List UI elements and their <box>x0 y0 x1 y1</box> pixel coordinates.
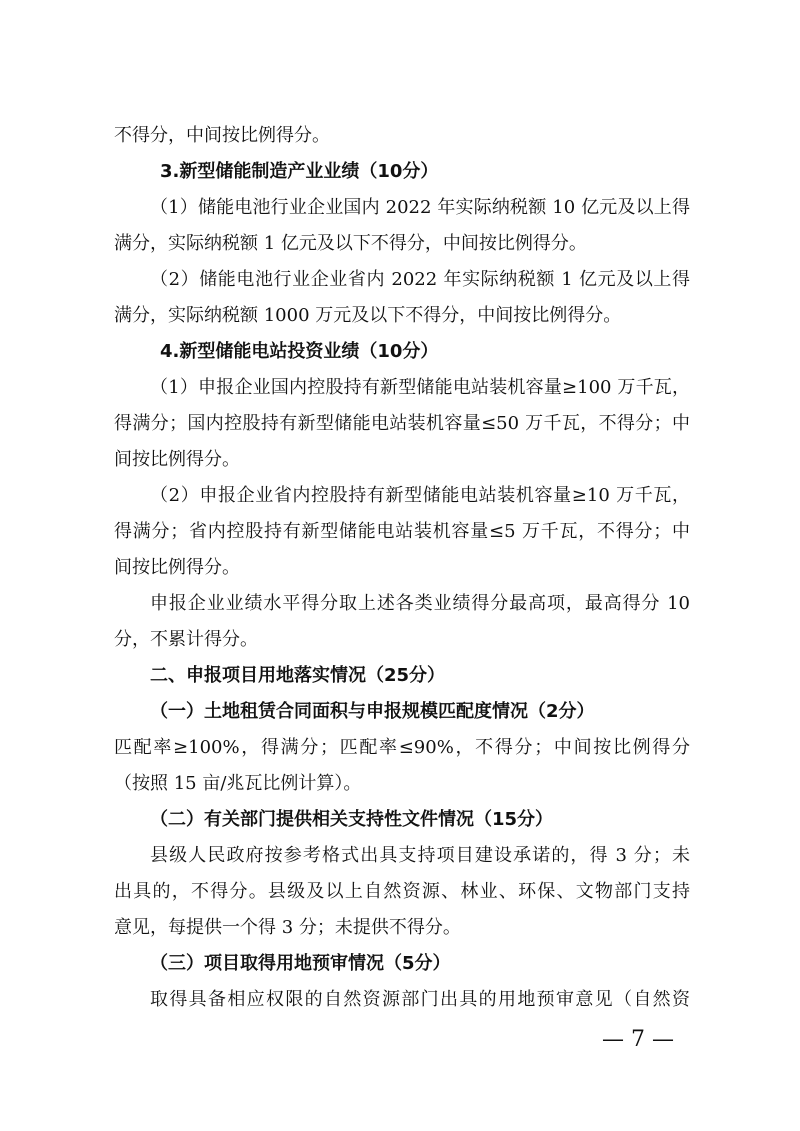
paragraph-line: 意见，每提供一个得 3 分；未提供不得分。 <box>114 917 461 938</box>
paragraph-line: 得满分；国内控股持有新型储能电站装机容量≤50 万千瓦，不得分；中 <box>114 413 690 434</box>
paragraph-line: （1）申报企业国内控股持有新型储能电站装机容量≥100 万千瓦， <box>150 377 690 398</box>
paragraph-line: 间按比例得分。 <box>114 449 240 470</box>
page-number: — 7 — <box>602 1027 674 1052</box>
paragraph-line: （1）储能电池行业企业国内 2022 年实际纳税额 10 亿元及以上得 <box>150 197 690 218</box>
section-heading: 3.新型储能制造产业业绩（10分） <box>160 161 439 182</box>
paragraph-line: 匹配率≥100%，得满分；匹配率≤90%，不得分；中间按比例得分 <box>114 737 690 758</box>
paragraph-line: 县级人民政府按参考格式出具支持项目建设承诺的，得 3 分；未 <box>150 845 690 866</box>
paragraph-line: 满分，实际纳税额 1 亿元及以下不得分，中间按比例得分。 <box>114 233 587 254</box>
paragraph-line: 间按比例得分。 <box>114 557 240 578</box>
paragraph-line: 申报企业业绩水平得分取上述各类业绩得分最高项，最高得分 10 <box>150 593 690 614</box>
paragraph-line: 分，不累计得分。 <box>114 629 258 650</box>
paragraph-line: 得满分；省内控股持有新型储能电站装机容量≤5 万千瓦，不得分；中 <box>114 521 690 542</box>
paragraph-line: （按照 15 亩/兆瓦比例计算）。 <box>114 773 362 794</box>
chapter-heading: 二、申报项目用地落实情况（25分） <box>150 665 446 686</box>
paragraph-line: 满分，实际纳税额 1000 万元及以下不得分，中间按比例得分。 <box>114 305 622 326</box>
paragraph-line: （2）储能电池行业企业省内 2022 年实际纳税额 1 亿元及以上得 <box>150 269 690 290</box>
subsection-heading: （三）项目取得用地预审情况（5分） <box>150 953 451 974</box>
subsection-heading: （二）有关部门提供相关支持性文件情况（15分） <box>150 809 554 830</box>
paragraph-line: （2）申报企业省内控股持有新型储能电站装机容量≥10 万千瓦， <box>150 485 690 506</box>
section-heading: 4.新型储能电站投资业绩（10分） <box>160 341 439 362</box>
paragraph-line: 出具的，不得分。县级及以上自然资源、林业、环保、文物部门支持 <box>114 881 690 902</box>
paragraph-line: 不得分，中间按比例得分。 <box>114 125 330 146</box>
subsection-heading: （一）土地租赁合同面积与申报规模匹配度情况（2分） <box>150 701 595 722</box>
paragraph-line: 取得具备相应权限的自然资源部门出具的用地预审意见（自然资 <box>150 989 690 1010</box>
